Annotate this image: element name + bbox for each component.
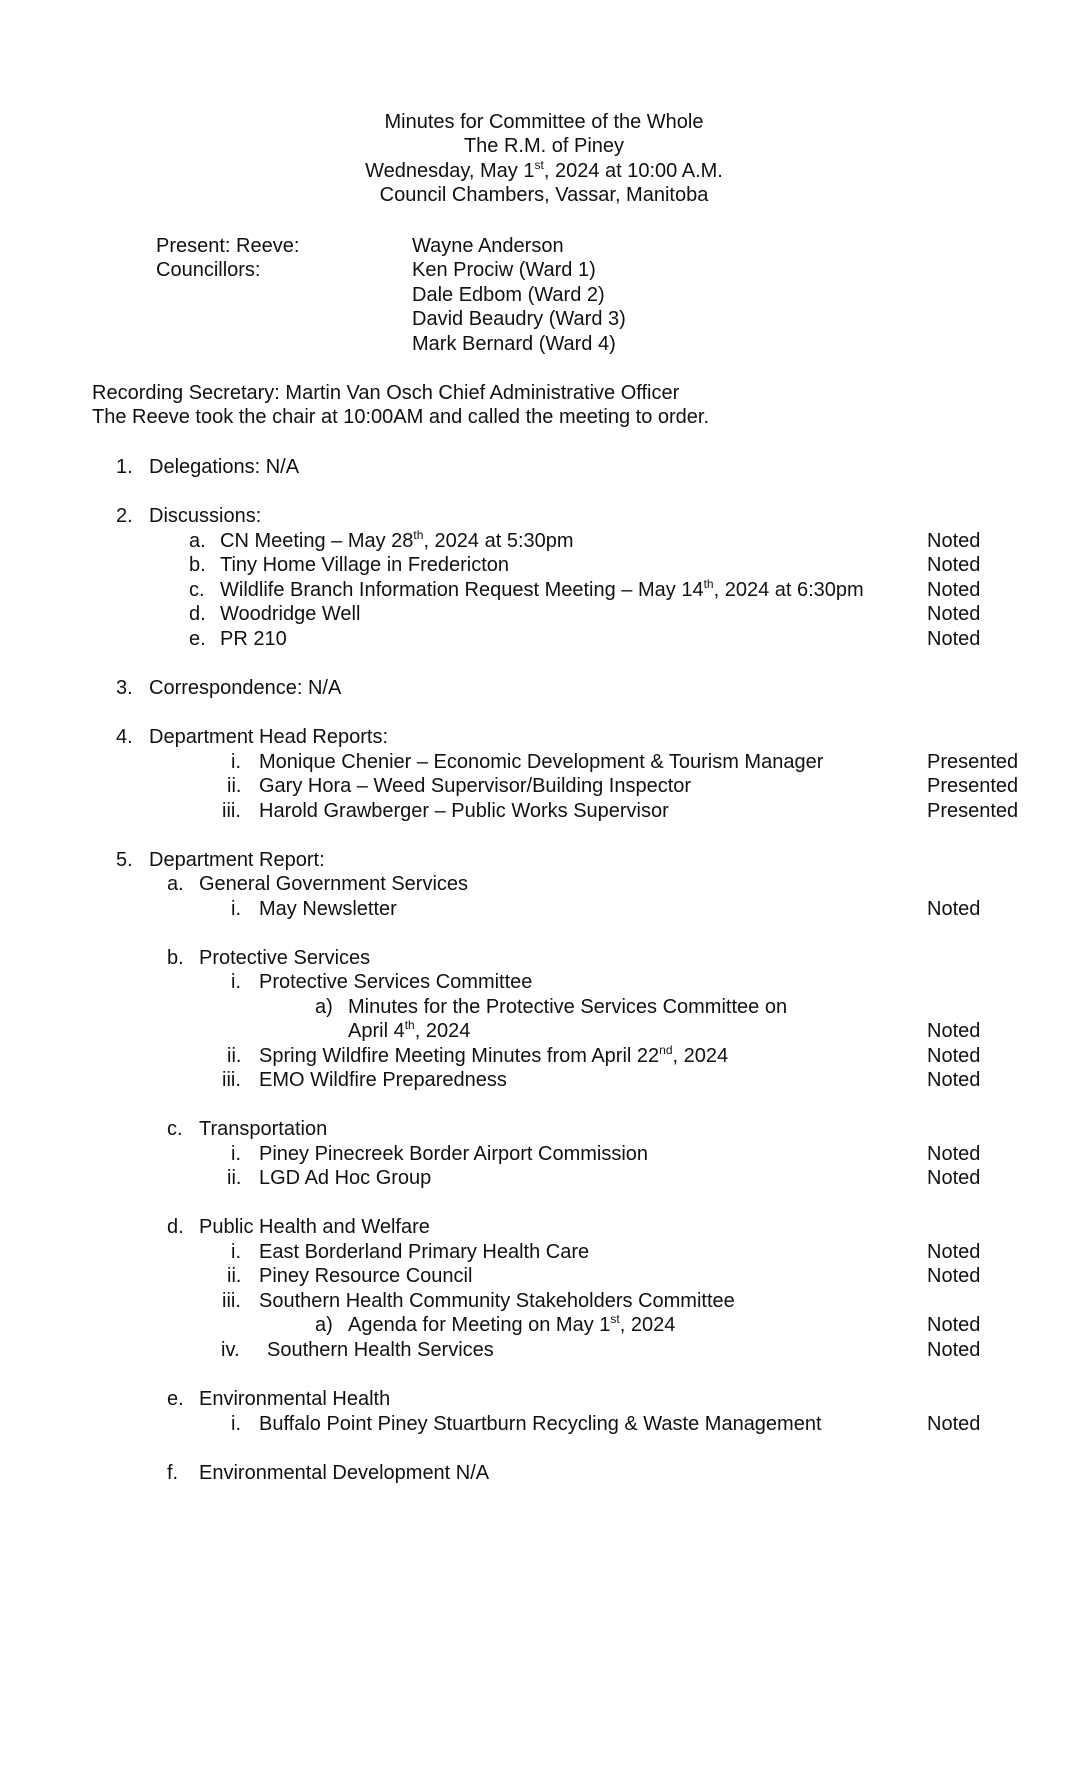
dept-f-marker: f.	[167, 1462, 179, 1484]
dept-d-title: Public Health and Welfare	[199, 1216, 430, 1238]
dept-d-iv: Southern Health Services	[267, 1339, 494, 1361]
discussion-b: Tiny Home Village in Fredericton	[220, 554, 510, 576]
discussion-c-marker: c.	[189, 579, 205, 601]
present-label: Present: Reeve:	[156, 235, 300, 257]
dept-b-i: Protective Services Committee	[259, 971, 533, 993]
dept-d-iii-marker: iii.	[222, 1290, 241, 1312]
header-location: Council Chambers, Vassar, Manitoba	[379, 184, 709, 206]
report-ii-marker: ii.	[227, 775, 242, 797]
section-2-title: Discussions:	[149, 505, 262, 527]
discussion-e: PR 210	[220, 628, 287, 650]
dept-e-title: Environmental Health	[199, 1388, 391, 1410]
dept-e-i-marker: i.	[231, 1413, 241, 1435]
dept-d-iii-a-marker: a)	[315, 1314, 333, 1336]
dept-c-ii: LGD Ad Hoc Group	[259, 1167, 432, 1189]
discussion-d-status: Noted	[927, 603, 981, 625]
reeve-name: Wayne Anderson	[412, 235, 564, 257]
dept-b-i-a-marker: a)	[315, 996, 333, 1018]
report-i-marker: i.	[231, 751, 241, 773]
discussion-d: Woodridge Well	[220, 603, 361, 625]
discussion-a-status: Noted	[927, 530, 981, 552]
dept-b-title: Protective Services	[199, 947, 371, 969]
section-4-title: Department Head Reports:	[149, 726, 389, 748]
dept-c-ii-marker: ii.	[227, 1167, 242, 1189]
dept-b-ii: Spring Wildfire Meeting Minutes from April 22nd, 2024	[259, 1043, 729, 1067]
councillors-label: Councillors:	[156, 259, 261, 281]
dept-d-iii-a: Agenda for Meeting on May 1st, 2024	[348, 1312, 676, 1336]
dept-d-ii: Piney Resource Council	[259, 1265, 473, 1287]
discussion-e-status: Noted	[927, 628, 981, 650]
report-i: Monique Chenier – Economic Development & Tourism Manager	[259, 751, 824, 773]
discussion-b-status: Noted	[927, 554, 981, 576]
dept-a-title: General Government Services	[199, 873, 469, 895]
councillor-2: Dale Edbom (Ward 2)	[412, 284, 605, 306]
discussion-a-marker: a.	[189, 530, 206, 552]
section-5-title: Department Report:	[149, 849, 325, 871]
dept-a-marker: a.	[167, 873, 184, 895]
dept-e-i-status: Noted	[927, 1413, 981, 1435]
dept-e-i: Buffalo Point Piney Stuartburn Recycling & Waste Management	[259, 1413, 822, 1435]
dept-b-iii-marker: iii.	[222, 1069, 241, 1091]
dept-b-i-a-line1: Minutes for the Protective Services Committee on	[348, 996, 788, 1018]
section-4-number: 4.	[116, 726, 133, 748]
section-5-number: 5.	[116, 849, 133, 871]
dept-d-i: East Borderland Primary Health Care	[259, 1241, 590, 1263]
discussion-c: Wildlife Branch Information Request Meeting – May 14th, 2024 at 6:30pm	[220, 577, 864, 601]
dept-c-i-marker: i.	[231, 1143, 241, 1165]
call-to-order: The Reeve took the chair at 10:00AM and called the meeting to order.	[92, 406, 710, 428]
dept-b-i-a-line2: April 4th, 2024	[348, 1018, 471, 1042]
dept-a-i-status: Noted	[927, 898, 981, 920]
header-date: Wednesday, May 1st, 2024 at 10:00 A.M.	[365, 158, 723, 182]
section-1-delegations: Delegations: N/A	[149, 456, 300, 478]
section-3-correspondence: Correspondence: N/A	[149, 677, 342, 699]
dept-d-ii-marker: ii.	[227, 1265, 242, 1287]
dept-c-title: Transportation	[199, 1118, 328, 1140]
dept-d-iv-status: Noted	[927, 1339, 981, 1361]
councillor-1: Ken Prociw (Ward 1)	[412, 259, 596, 281]
report-i-status: Presented	[927, 751, 1019, 773]
section-1-number: 1.	[116, 456, 133, 478]
report-iii-status: Presented	[927, 800, 1019, 822]
dept-c-i-status: Noted	[927, 1143, 981, 1165]
recording-secretary: Recording Secretary: Martin Van Osch Chief Administrative Officer	[92, 382, 680, 404]
dept-b-i-marker: i.	[231, 971, 241, 993]
dept-b-iii: EMO Wildfire Preparedness	[259, 1069, 507, 1091]
dept-d-iv-marker: iv.	[221, 1339, 240, 1361]
dept-c-ii-status: Noted	[927, 1167, 981, 1189]
discussion-b-marker: b.	[189, 554, 206, 576]
councillor-3: David Beaudry (Ward 3)	[412, 308, 626, 330]
discussion-a: CN Meeting – May 28th, 2024 at 5:30pm	[220, 528, 574, 552]
dept-f-title: Environmental Development N/A	[199, 1462, 490, 1484]
dept-b-marker: b.	[167, 947, 184, 969]
dept-b-ii-marker: ii.	[227, 1045, 242, 1067]
report-ii: Gary Hora – Weed Supervisor/Building Inspector	[259, 775, 692, 797]
discussion-e-marker: e.	[189, 628, 206, 650]
dept-e-marker: e.	[167, 1388, 184, 1410]
report-iii: Harold Grawberger – Public Works Supervisor	[259, 800, 669, 822]
dept-d-marker: d.	[167, 1216, 184, 1238]
dept-c-marker: c.	[167, 1118, 183, 1140]
section-2-number: 2.	[116, 505, 133, 527]
dept-d-i-marker: i.	[231, 1241, 241, 1263]
councillor-4: Mark Bernard (Ward 4)	[412, 333, 616, 355]
dept-b-i-a-status: Noted	[927, 1020, 981, 1042]
section-3-number: 3.	[116, 677, 133, 699]
header-title: Minutes for Committee of the Whole	[384, 111, 704, 133]
dept-b-ii-status: Noted	[927, 1045, 981, 1067]
discussion-c-status: Noted	[927, 579, 981, 601]
dept-d-i-status: Noted	[927, 1241, 981, 1263]
dept-b-iii-status: Noted	[927, 1069, 981, 1091]
report-ii-status: Presented	[927, 775, 1019, 797]
dept-c-i: Piney Pinecreek Border Airport Commission	[259, 1143, 649, 1165]
dept-a-i-marker: i.	[231, 898, 241, 920]
report-iii-marker: iii.	[222, 800, 241, 822]
dept-a-i: May Newsletter	[259, 898, 397, 920]
discussion-d-marker: d.	[189, 603, 206, 625]
dept-d-ii-status: Noted	[927, 1265, 981, 1287]
dept-d-iii-a-status: Noted	[927, 1314, 981, 1336]
dept-d-iii: Southern Health Community Stakeholders Committee	[259, 1290, 735, 1312]
header-municipality: The R.M. of Piney	[463, 135, 625, 157]
